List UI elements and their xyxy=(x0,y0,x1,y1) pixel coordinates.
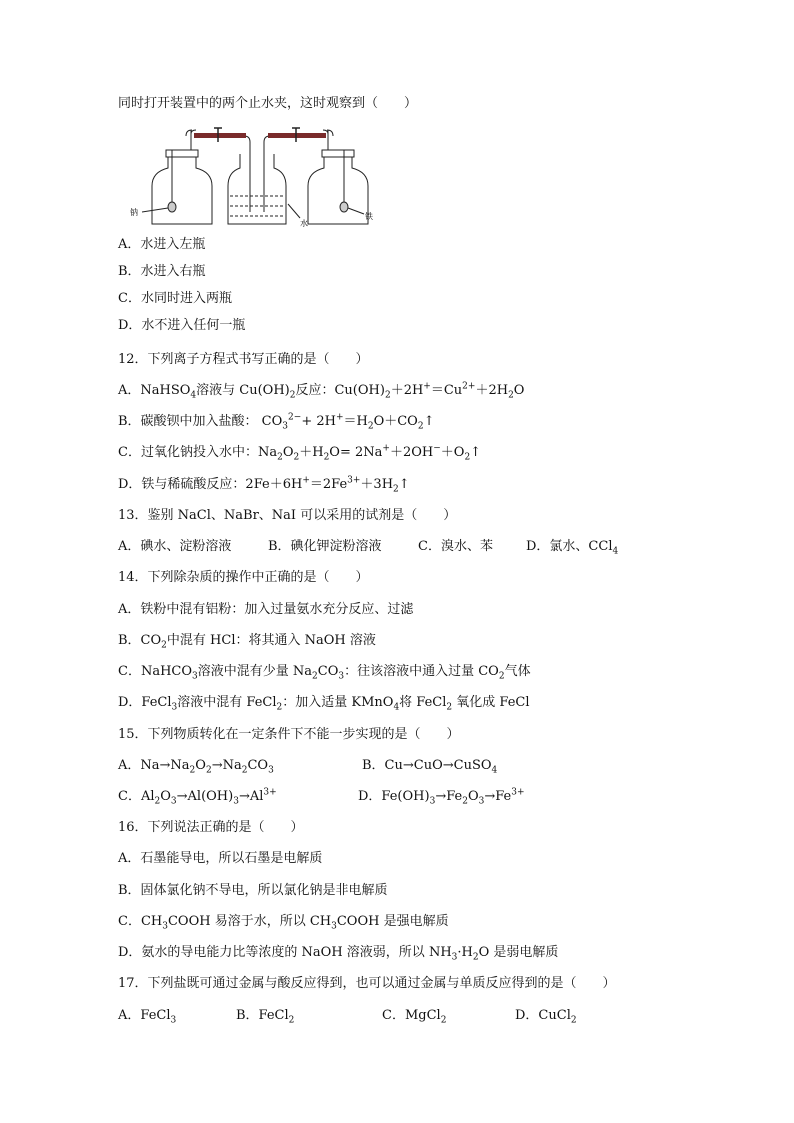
label-iron: 铁 xyxy=(365,212,373,221)
q14-option-c: C．NaHCO$_3$溶液中混有少量 $Na_2CO_3$：往该溶液中通入过量 $CO_2$气体 xyxy=(118,664,531,682)
q11-stem: 同时打开装置中的两个止水夹，这时观察到（ ） xyxy=(118,96,418,111)
q14-option-d: D．FeCl$_3$溶液中混有 FeCl$_2$：加入适量 KMnO$_4$将 FeCl$_2$ 氧化成 FeCl xyxy=(118,695,530,713)
label-water: 水 xyxy=(300,219,308,228)
q17-option-d: D．CuCl$_2$ xyxy=(515,1008,577,1026)
q11-option-b: B．水进入右瓶 xyxy=(118,264,206,279)
q13-option-b: B．碘化钾淀粉溶液 xyxy=(268,539,382,554)
right-spoon-iron xyxy=(340,202,348,212)
q12-option-d: D．铁与稀硫酸反应：$2Fe+6H^+=2Fe^{3+}+3H_2↑$ xyxy=(118,475,410,495)
q16-stem: 16．下列说法正确的是（ ） xyxy=(118,820,304,835)
right-stopper xyxy=(322,150,354,157)
q12-option-b: B．碳酸钡中加入盐酸： $CO_3^{2-}+$ $2H^+=H_2O+CO_2↑$ xyxy=(118,412,435,432)
q14-option-a: A．铁粉中混有铝粉：加入过量氨水充分反应、过滤 xyxy=(118,602,414,617)
q12-option-c: C．过氧化钠投入水中：$Na_2O_2+H_2O=$ $2Na^++2OH^-+O_2↑$ xyxy=(118,443,482,463)
q16-option-d: D．氨水的导电能力比等浓度的 NaOH 溶液弱，所以 $NH_3\cdot H_2O$ 是弱电解质 xyxy=(118,945,559,963)
q15-stem: 15．下列物质转化在一定条件下不能一步实现的是（ ） xyxy=(118,727,460,742)
q11-option-a: A．水进入左瓶 xyxy=(118,237,206,252)
left-stopper xyxy=(166,150,198,157)
q13-option-c: C．溴水、苯 xyxy=(418,539,493,554)
left-spoon-sodium xyxy=(168,202,176,212)
q14-stem: 14．下列除杂质的操作中正确的是（ ） xyxy=(118,570,369,585)
q15-option-b: B．Cu→CuO→CuSO$_4$ xyxy=(362,758,498,776)
middle-bottle xyxy=(228,154,286,224)
right-rubber-tube xyxy=(268,133,326,138)
q11-option-c: C．水同时进入两瓶 xyxy=(118,291,232,306)
apparatus-diagram xyxy=(128,126,388,236)
q16-option-b: B．固体氯化钠不导电，所以氯化钠是非电解质 xyxy=(118,883,388,898)
q13-option-a: A．碘水、淀粉溶液 xyxy=(118,539,232,554)
q16-option-c: C．$CH_3COOH$ 易溶于水，所以 $CH_3COOH$ 是强电解质 xyxy=(118,914,449,932)
q13-stem: 13．鉴别 NaCl、NaBr、NaI 可以采用的试剂是（ ） xyxy=(118,508,457,523)
q13-option-d: D．氯水、CCl$_4$ xyxy=(526,539,619,557)
q17-option-c: C．MgCl$_2$ xyxy=(382,1008,447,1026)
q15-option-a: A．$Na\to Na_2O_2\to Na_2CO_3$ xyxy=(118,758,274,776)
q15-option-c: C．$Al_2O_3\to Al(OH)_3\to Al^{3+}$ xyxy=(118,787,277,807)
q11-option-d: D．水不进入任何一瓶 xyxy=(118,318,246,333)
q17-stem: 17．下列盐既可通过金属与酸反应得到，也可以通过金属与单质反应得到的是（ ） xyxy=(118,976,616,991)
q14-option-b: B．$CO_2$中混有 HCl：将其通入 NaOH 溶液 xyxy=(118,633,376,651)
q12-option-a: A．NaHSO$_4$溶液与 $Cu(OH)_2$反应：$Cu(OH)_2+2H^+=Cu^{2+}+2H_2O$ xyxy=(118,381,525,401)
q16-option-a: A．石墨能导电，所以石墨是电解质 xyxy=(118,851,323,866)
right-bottle xyxy=(308,156,368,224)
left-rubber-tube xyxy=(194,133,246,138)
q17-option-b: B．FeCl$_2$ xyxy=(236,1008,295,1026)
q12-stem: 12．下列离子方程式书写正确的是（ ） xyxy=(118,352,369,367)
q17-option-a: A．FeCl$_3$ xyxy=(118,1008,177,1026)
left-bottle xyxy=(152,156,212,224)
q15-option-d: D．$Fe(OH)_3\to Fe_2O_3\to Fe^{3+}$ xyxy=(358,787,525,807)
label-sodium: 钠 xyxy=(130,208,138,217)
